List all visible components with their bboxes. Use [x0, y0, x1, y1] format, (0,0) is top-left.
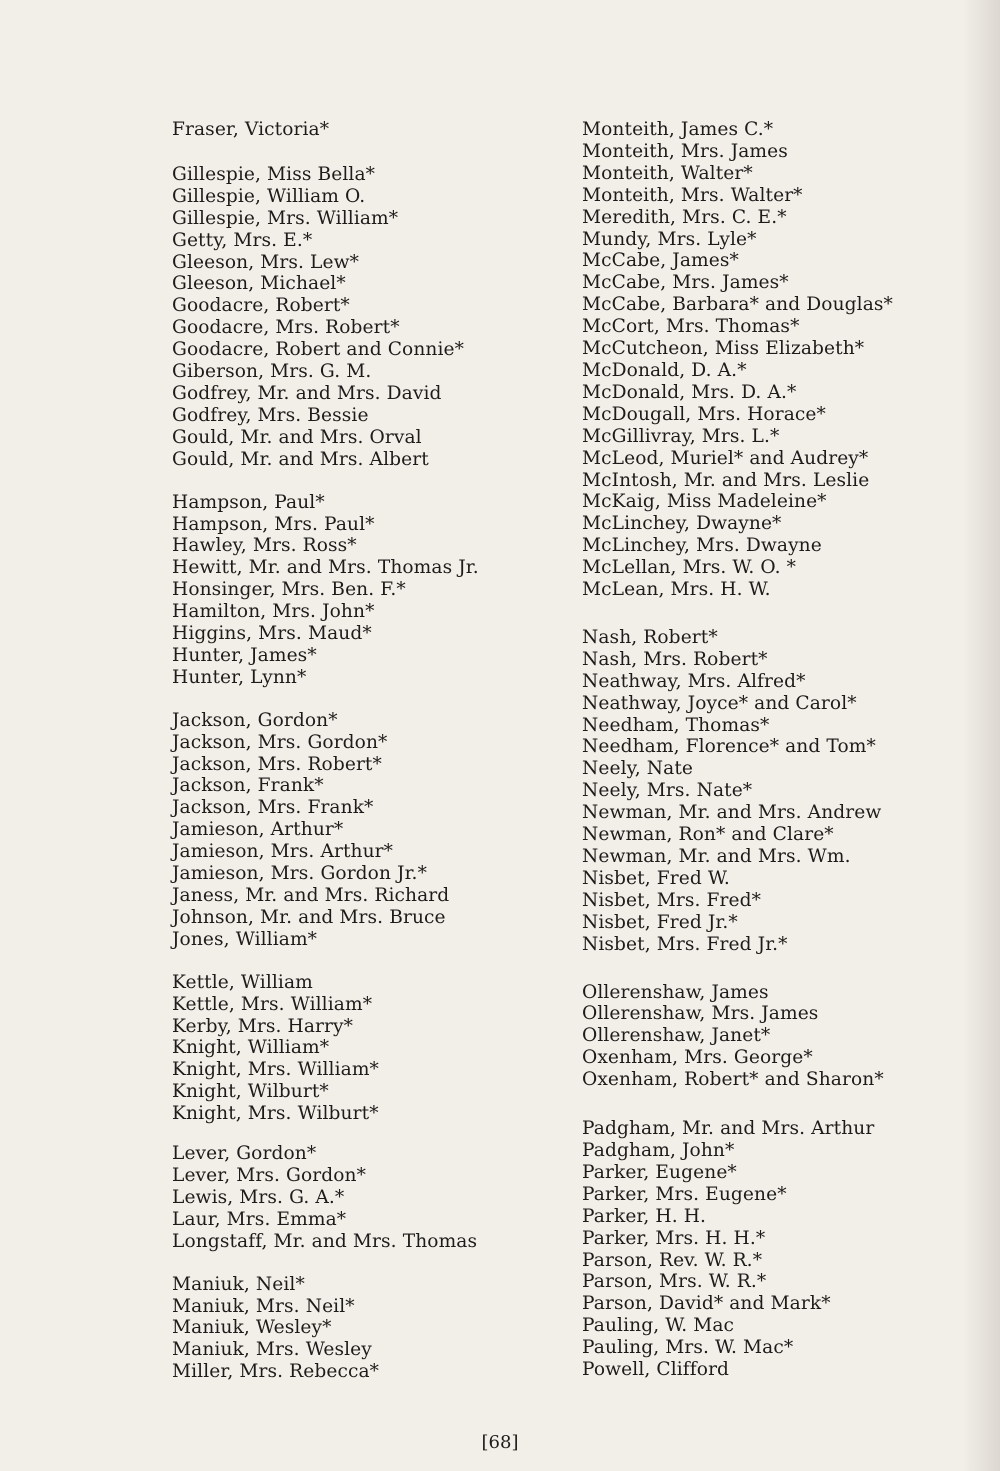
- name-entry: McGillivray, Mrs. L.*: [582, 425, 780, 447]
- name-entry: Hunter, James*: [172, 644, 317, 666]
- name-entry: Needham, Thomas*: [582, 714, 770, 736]
- name-entry: Parker, Mrs. H. H.*: [582, 1227, 766, 1249]
- name-entry: Neathway, Joyce* and Carol*: [582, 692, 857, 714]
- name-entry: Lever, Gordon*: [172, 1143, 317, 1165]
- name-entry: Hampson, Paul*: [172, 491, 325, 513]
- name-entry: Godfrey, Mr. and Mrs. David: [172, 382, 442, 404]
- name-entry: Neathway, Mrs. Alfred*: [582, 670, 806, 692]
- name-entry: Higgins, Mrs. Maud*: [172, 623, 372, 645]
- name-entry: Janess, Mr. and Mrs. Richard: [172, 885, 450, 906]
- name-entry: Oxenham, Mrs. George*: [582, 1047, 813, 1069]
- name-entry: McDougall, Mrs. Horace*: [582, 403, 826, 425]
- name-entry: Goodacre, Robert*: [172, 295, 350, 317]
- name-group: [172, 492, 567, 689]
- name-entry: Miller, Mrs. Rebecca*: [172, 1361, 380, 1383]
- name-entry: Godfrey, Mrs. Bessie: [172, 404, 369, 426]
- name-entry: McCort, Mrs. Thomas*: [582, 316, 800, 338]
- name-entry: Parson, David* and Mark*: [582, 1293, 831, 1315]
- name-entry: Hamilton, Mrs. John*: [172, 601, 375, 623]
- name-entry: Monteith, Mrs. Walter*: [582, 184, 803, 206]
- right-column: [582, 119, 977, 1402]
- name-entry: Mundy, Mrs. Lyle*: [582, 228, 757, 250]
- name-entry: Maniuk, Neil*: [172, 1273, 305, 1295]
- name-entry: Nisbet, Fred Jr.*: [582, 911, 738, 933]
- name-entry: Knight, William*: [172, 1037, 330, 1059]
- name-entry: Hawley, Mrs. Ross*: [172, 535, 357, 557]
- name-entry: Jamieson, Mrs. Arthur*: [172, 841, 394, 863]
- name-entry: McLellan, Mrs. W. O. *: [582, 557, 797, 579]
- name-entry: Knight, Mrs. Wilburt*: [172, 1103, 379, 1125]
- name-entry: Hampson, Mrs. Paul*: [172, 513, 375, 535]
- name-entry: McLinchey, Dwayne*: [582, 513, 782, 535]
- name-entry: Getty, Mrs. E.*: [172, 229, 313, 251]
- name-entry: Monteith, James C.*: [582, 119, 774, 140]
- name-entry: Lewis, Mrs. G. A.*: [172, 1186, 345, 1208]
- name-entry: Knight, Mrs. William*: [172, 1059, 379, 1081]
- name-entry: McCabe, James*: [582, 250, 739, 272]
- name-entry: Maniuk, Mrs. Neil*: [172, 1295, 355, 1317]
- name-entry: Honsinger, Mrs. Ben. F.*: [172, 579, 406, 601]
- name-entry: Pauling, Mrs. W. Mac*: [582, 1337, 794, 1359]
- name-entry: Gould, Mr. and Mrs. Albert: [172, 448, 429, 470]
- name-group: [172, 972, 567, 1125]
- name-entry: Nash, Mrs. Robert*: [582, 648, 768, 670]
- name-entry: Parker, Mrs. Eugene*: [582, 1183, 787, 1205]
- name-entry: Gleeson, Mrs. Lew*: [172, 251, 359, 273]
- name-entry: Oxenham, Robert* and Sharon*: [582, 1069, 884, 1091]
- name-group: [582, 982, 977, 1092]
- name-entry: Johnson, Mr. and Mrs. Bruce: [172, 906, 446, 928]
- name-entry: Longstaff, Mr. and Mrs. Thomas: [172, 1230, 478, 1252]
- name-entry: Nash, Robert*: [582, 626, 718, 648]
- name-entry: Kerby, Mrs. Harry*: [172, 1015, 354, 1037]
- name-entry: Padgham, Mr. and Mrs. Arthur: [582, 1118, 875, 1140]
- name-group: [172, 710, 567, 951]
- name-entry: McDonald, Mrs. D. A.*: [582, 381, 797, 403]
- name-entry: McDonald, D. A.*: [582, 359, 747, 381]
- name-entry: Jackson, Mrs. Frank*: [172, 797, 374, 819]
- name-entry: Jamieson, Arthur*: [172, 819, 344, 841]
- name-entry: Jackson, Mrs. Robert*: [172, 753, 382, 775]
- name-entry: Powell, Clifford: [582, 1359, 730, 1381]
- name-entry: Maniuk, Mrs. Wesley: [172, 1339, 372, 1361]
- name-group: [172, 164, 567, 471]
- name-entry: Parson, Mrs. W. R.*: [582, 1271, 767, 1293]
- name-entry: Nisbet, Mrs. Fred*: [582, 889, 762, 911]
- name-entry: Kettle, Mrs. William*: [172, 993, 373, 1015]
- name-entry: Lever, Mrs. Gordon*: [172, 1164, 367, 1186]
- name-entry: Nisbet, Fred W.: [582, 867, 730, 889]
- name-entry: Gillespie, Miss Bella*: [172, 163, 376, 185]
- name-entry: McCabe, Mrs. James*: [582, 272, 789, 294]
- name-entry: Ollerenshaw, James: [582, 981, 769, 1003]
- name-entry: McCabe, Barbara* and Douglas*: [582, 294, 893, 316]
- name-entry: Gould, Mr. and Mrs. Orval: [172, 426, 422, 448]
- name-group: [582, 627, 977, 956]
- name-entry: Fraser, Victoria*: [172, 119, 330, 140]
- left-column: [172, 119, 567, 1404]
- name-group: [582, 1118, 977, 1381]
- name-group: [172, 1274, 567, 1384]
- name-entry: McCutcheon, Miss Elizabeth*: [582, 338, 865, 360]
- name-entry: Giberson, Mrs. G. M.: [172, 361, 372, 383]
- name-entry: Laur, Mrs. Emma*: [172, 1208, 347, 1230]
- name-entry: McLeod, Muriel* and Audrey*: [582, 447, 869, 469]
- name-entry: Ollerenshaw, Janet*: [582, 1025, 771, 1047]
- name-entry: Newman, Mr. and Mrs. Andrew: [582, 802, 882, 824]
- name-entry: Needham, Florence* and Tom*: [582, 736, 876, 758]
- name-entry: Maniuk, Wesley*: [172, 1317, 332, 1339]
- name-group: [172, 1143, 567, 1253]
- name-group: [582, 119, 977, 601]
- name-entry: Parson, Rev. W. R.*: [582, 1249, 763, 1271]
- name-entry: Parker, H. H.: [582, 1205, 707, 1227]
- name-entry: Monteith, Mrs. James: [582, 140, 788, 162]
- name-entry: McLean, Mrs. H. W.: [582, 579, 771, 601]
- name-entry: Padgham, John*: [582, 1139, 735, 1161]
- name-entry: Jackson, Mrs. Gordon*: [172, 731, 388, 753]
- name-entry: Newman, Ron* and Clare*: [582, 824, 834, 846]
- name-entry: Ollerenshaw, Mrs. James: [582, 1003, 819, 1025]
- name-entry: Monteith, Walter*: [582, 162, 753, 184]
- name-entry: Gillespie, Mrs. William*: [172, 207, 399, 229]
- name-group: [172, 119, 567, 141]
- name-entry: Pauling, W. Mac: [582, 1315, 735, 1337]
- name-entry: Jackson, Frank*: [172, 775, 324, 797]
- name-entry: McLinchey, Mrs. Dwayne: [582, 535, 822, 557]
- name-entry: Neely, Mrs. Nate*: [582, 780, 753, 802]
- page-number: [68]: [481, 1432, 519, 1453]
- name-entry: Meredith, Mrs. C. E.*: [582, 206, 787, 228]
- name-entry: Newman, Mr. and Mrs. Wm.: [582, 846, 851, 867]
- name-entry: Gillespie, William O.: [172, 185, 366, 207]
- name-entry: Neely, Nate: [582, 758, 694, 780]
- name-entry: Goodacre, Robert and Connie*: [172, 339, 465, 361]
- name-entry: Jamieson, Mrs. Gordon Jr.*: [172, 863, 427, 885]
- name-entry: Kettle, William: [172, 971, 313, 993]
- name-entry: Goodacre, Mrs. Robert*: [172, 317, 400, 339]
- name-entry: Jackson, Gordon*: [172, 709, 338, 731]
- name-entry: Parker, Eugene*: [582, 1161, 737, 1183]
- name-entry: Jones, William*: [172, 928, 318, 950]
- name-entry: Nisbet, Mrs. Fred Jr.*: [582, 933, 788, 955]
- name-entry: Hewitt, Mr. and Mrs. Thomas Jr.: [172, 557, 479, 579]
- name-entry: Knight, Wilburt*: [172, 1081, 329, 1103]
- name-entry: Gleeson, Michael*: [172, 273, 346, 295]
- name-entry: McKaig, Miss Madeleine*: [582, 491, 827, 513]
- name-entry: McIntosh, Mr. and Mrs. Leslie: [582, 469, 870, 491]
- name-entry: Hunter, Lynn*: [172, 666, 307, 688]
